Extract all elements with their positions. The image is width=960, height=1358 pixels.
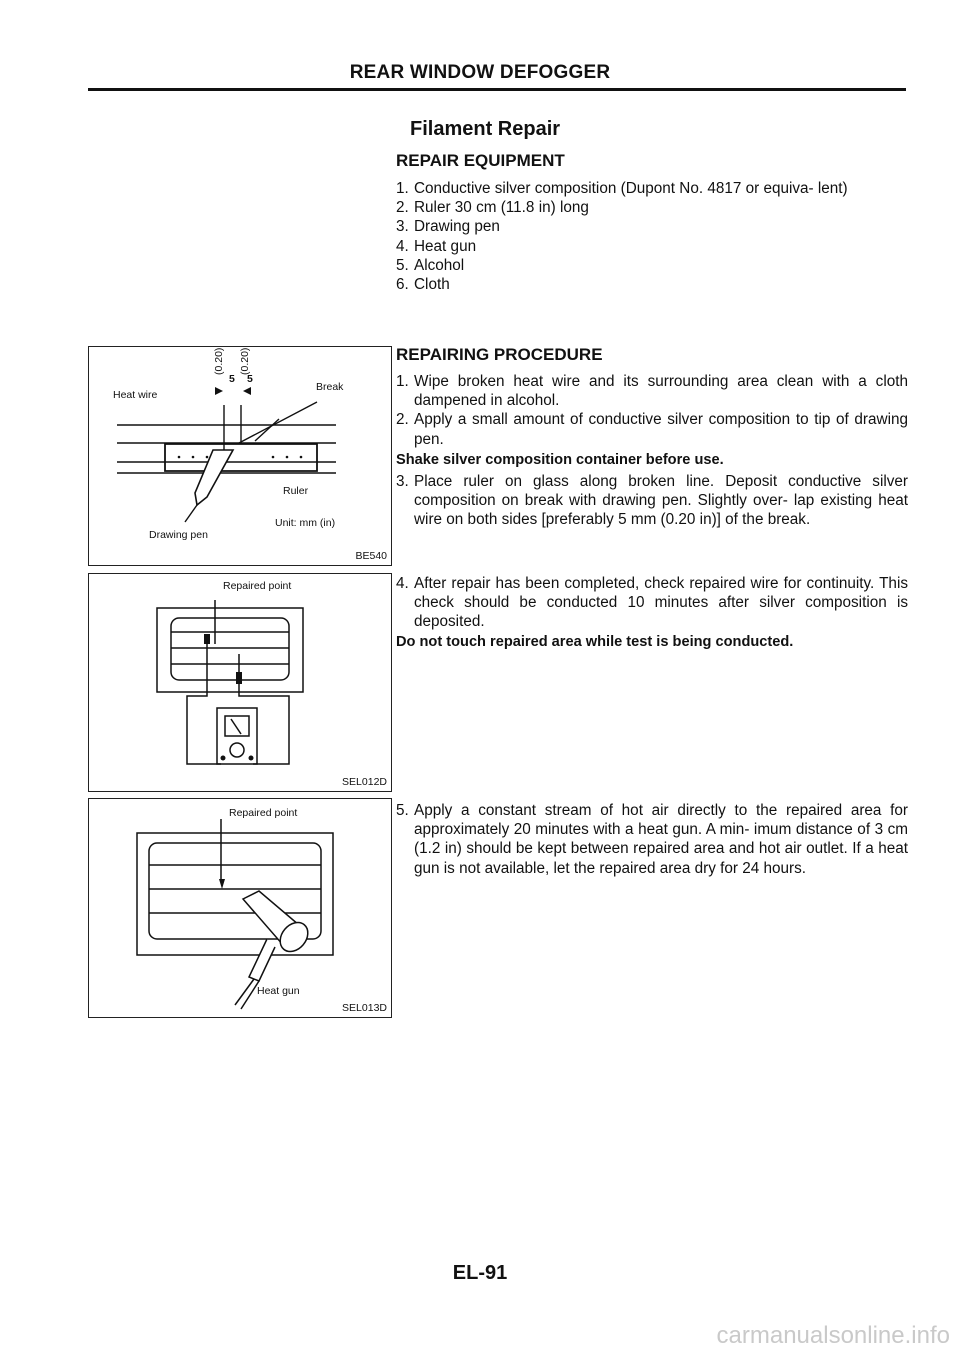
procedure-step: 3. Place ruler on glass along broken line. Deposit conductive silver composition on break with drawing pen. Slightly over- lap existing heat wire on both sides [preferably 5 mm (0.20 in)] of the break. (396, 473, 908, 529)
equipment-heading: REPAIR EQUIPMENT (396, 151, 565, 170)
break-repair-illustration (89, 347, 391, 565)
ruler-label: Ruler (283, 485, 309, 497)
touch-note: Do not touch repaired area while test is being conducted. (396, 634, 794, 650)
procedure-steps-1-2 (396, 372, 908, 449)
figure-heat-gun-drying (88, 798, 392, 1018)
equipment-list (396, 179, 908, 294)
dimension-inch-left: (0.20) (213, 347, 225, 375)
equipment-item: 6. Cloth (396, 276, 450, 294)
dimension-value-right: 5 (247, 373, 253, 385)
procedure-heading: REPAIRING PROCEDURE (396, 345, 603, 364)
break-label: Break (316, 381, 344, 393)
figure-id: SEL013D (342, 1002, 387, 1014)
unit-label: Unit: mm (in) (275, 517, 336, 529)
heat-wire-label: Heat wire (113, 389, 158, 401)
section-title: Filament Repair (410, 118, 561, 140)
figure-id: BE540 (355, 550, 387, 562)
shake-note: Shake silver composition container before use. (396, 452, 724, 468)
figure-continuity-check (88, 573, 392, 792)
repaired-point-label: Repaired point (223, 580, 292, 592)
page-header-title: REAR WINDOW DEFOGGER (349, 62, 611, 83)
watermark[interactable]: carmanualsonline.info (716, 1322, 950, 1349)
equipment-item: 3. Drawing pen (396, 218, 500, 236)
figure-id: SEL012D (342, 776, 387, 788)
procedure-step: 2. Apply a small amount of conductive silver composition to tip of drawing pen. (396, 411, 908, 448)
procedure-step: 4. After repair has been completed, check repaired wire for continuity. This check should be conducted 10 minutes after silver composition is deposited. (396, 575, 908, 631)
equipment-item: 5. Alcohol (396, 256, 465, 274)
dimension-value-left: 5 (229, 373, 235, 385)
header-rule (88, 88, 906, 91)
drawing-pen-label: Drawing pen (149, 529, 208, 541)
repaired-point-label: Repaired point (229, 807, 298, 819)
heat-gun-label: Heat gun (257, 985, 300, 997)
procedure-step-3 (396, 472, 908, 530)
figure-break-repair (88, 346, 392, 566)
equipment-item: 1. Conductive silver composition (Dupont No. 4817 or equiva- lent) (396, 180, 848, 197)
dimension-inch-right: (0.20) (239, 347, 251, 375)
page-number: EL-91 (452, 1262, 508, 1284)
equipment-item: 2. Ruler 30 cm (11.8 in) long (396, 199, 589, 217)
procedure-step-4 (396, 574, 908, 632)
continuity-check-illustration (89, 574, 391, 791)
procedure-step-5 (396, 801, 908, 878)
equipment-item: 4. Heat gun (396, 237, 477, 255)
heat-gun-illustration (89, 799, 391, 1017)
procedure-step: 5. Apply a constant stream of hot air directly to the repaired area for approximately 20 minutes with a heat gun. A min- imum distance of 3 cm (1.2 in) should be kept between repaired area and hot air outlet. If a heat gun is not available, let the repaired area dry for 24 hours. (396, 802, 908, 877)
procedure-step: 1. Wipe broken heat wire and its surrounding area clean with a cloth dampened in alcohol. (396, 373, 908, 410)
